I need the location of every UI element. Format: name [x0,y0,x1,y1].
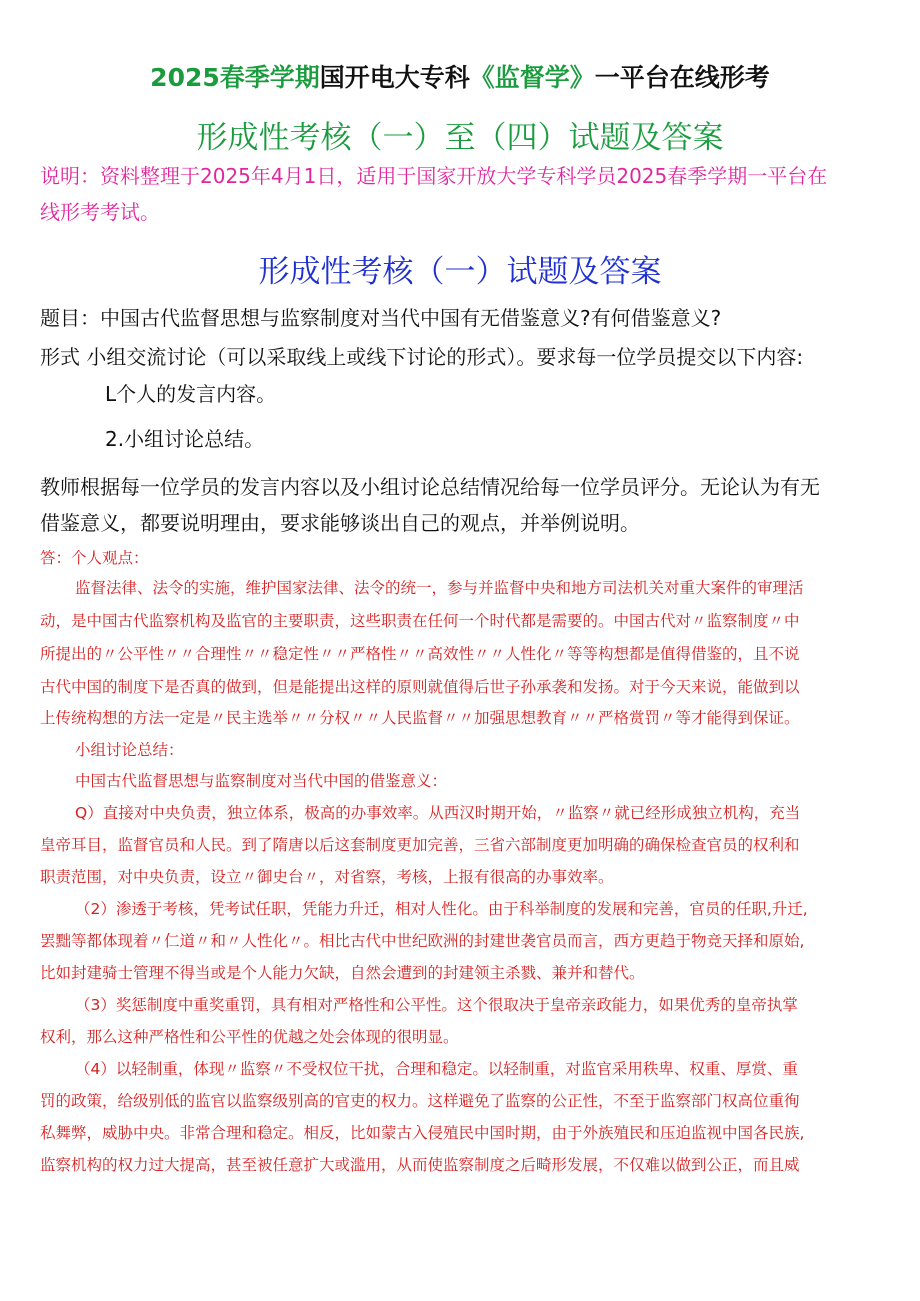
title-school: 国开电大专科 [319,63,470,92]
answer-line: 答：个人观点： [40,549,149,567]
form-text: 形式 小组交流讨论（可以采取线上或线下讨论的形式）。要求每一位学员提交以下内容: [40,345,804,369]
answer-line: 动，是中国古代监察机构及监官的主要职责，这些职责在任何一个时代都是需要的。中国古代对〃监察制度〃中 [40,612,800,630]
answer-line: 所提出的〃公平性〃〃合理性〃〃稳定性〃〃严格性〃〃高效性〃〃人性化〃等等构想都是值得借鉴的，且不说 [40,645,800,663]
teacher-note-line-2: 借鉴意义，都要说明理由，要求能够谈出自己的观点，并举例说明。 [40,511,640,535]
answer-line: Q）直接对中央负责，独立体系，极高的办事效率。从西汉时期开始，〃监察〃就已经形成独立机构，充当 [75,804,801,822]
answer-line: （2）渗透于考核，凭考试任职，凭能力升迁，相对人性化。由于科举制度的发展和完善，官员的任职,升迁, [75,900,808,918]
answer-line: 小组讨论总结： [75,741,184,759]
answer-line: 上传统构想的方法一定是〃民主选举〃〃分权〃〃人民监督〃〃加强思想教育〃〃严格赏罚〃等才能得到保证。 [40,709,800,727]
answer-line: （3）奖惩制度中重奖重罚，具有相对严格性和公平性。这个很取决于皇帝亲政能力，如果优秀的皇帝执掌 [75,996,798,1014]
question-text: 题目：中国古代监督思想与监察制度对当代中国有无借鉴意义?有何借鉴意义? [40,306,722,330]
requirement-1: L个人的发言内容。 [105,382,277,406]
answer-line: 职责范围，对中央负责，设立〃御史台〃，对省察，考核，上报有很高的办事效率。 [40,868,614,886]
note-line-1: 说明：资料整理于2025年4月1日，适用于国家开放大学专科学员2025春季学期一平台在 [40,164,828,188]
answer-line: 比如封建骑士管理不得当或是个人能力欠缺，自然会遭到的封建领主杀戮、兼并和替代。 [40,964,645,982]
answer-line: （4）以轻制重，体现〃监察〃不受权位干扰，合理和稳定。以轻制重，对监官采用秩卑、权重、厚赏、重 [75,1060,798,1078]
answer-line: 皇帝耳目，监督官员和人民。到了隋唐以后这套制度更加完善，三省六部制度更加明确的确保检查官员的权利和 [40,836,800,854]
answer-line: 罚的政策，给级别低的监官以监察级别高的官吏的权力。这样避免了监察的公正性，不至于监察部门权高位重徇 [40,1092,800,1110]
teacher-note-line-1: 教师根据每一位学员的发言内容以及小组讨论总结情况给每一位学员评分。无论认为有无 [40,475,820,499]
answer-line: 古代中国的制度下是否真的做到，但是能提出这样的原则就值得后世子孙承袭和发扬。对于今天来说，能做到以 [40,678,800,696]
answer-line: 权利，那么这种严格性和公平性的优越之处会体现的很明显。 [40,1028,459,1046]
answer-line: 监督法律、法令的实施，维护国家法律、法令的统一，参与并监督中央和地方司法机关对重大案件的审理活 [75,579,804,597]
answer-line: 中国古代监督思想与监察制度对当代中国的借鉴意义： [75,772,448,790]
title-semester: 2025春季学期 [150,63,320,92]
title-course: 《监督学》 [469,63,595,92]
title-platform: 一平台在线形考 [594,63,770,92]
document-subtitle: 形成性考核（一）至（四）试题及答案 [196,120,724,156]
requirement-2: 2.小组讨论总结。 [105,427,265,451]
section-title: 形成性考核（一）试题及答案 [258,254,662,290]
document-title [0,58,920,94]
answer-line: 罢黜等都体现着〃仁道〃和〃人性化〃。相比古代中世纪欧洲的封建世袭官员而言，西方更趋于物竞天择和原始, [40,932,805,950]
answer-line: 监察机构的权力过大提高，甚至被任意扩大或滥用，从而使监察制度之后畸形发展，不仅难以做到公正，而且威 [40,1156,800,1174]
note-line-2: 线形考考试。 [40,200,160,224]
answer-line: 私舞弊，威胁中央。非常合理和稳定。相反，比如蒙古入侵殖民中国时期，由于外族殖民和压迫监视中国各民族, [40,1124,805,1142]
